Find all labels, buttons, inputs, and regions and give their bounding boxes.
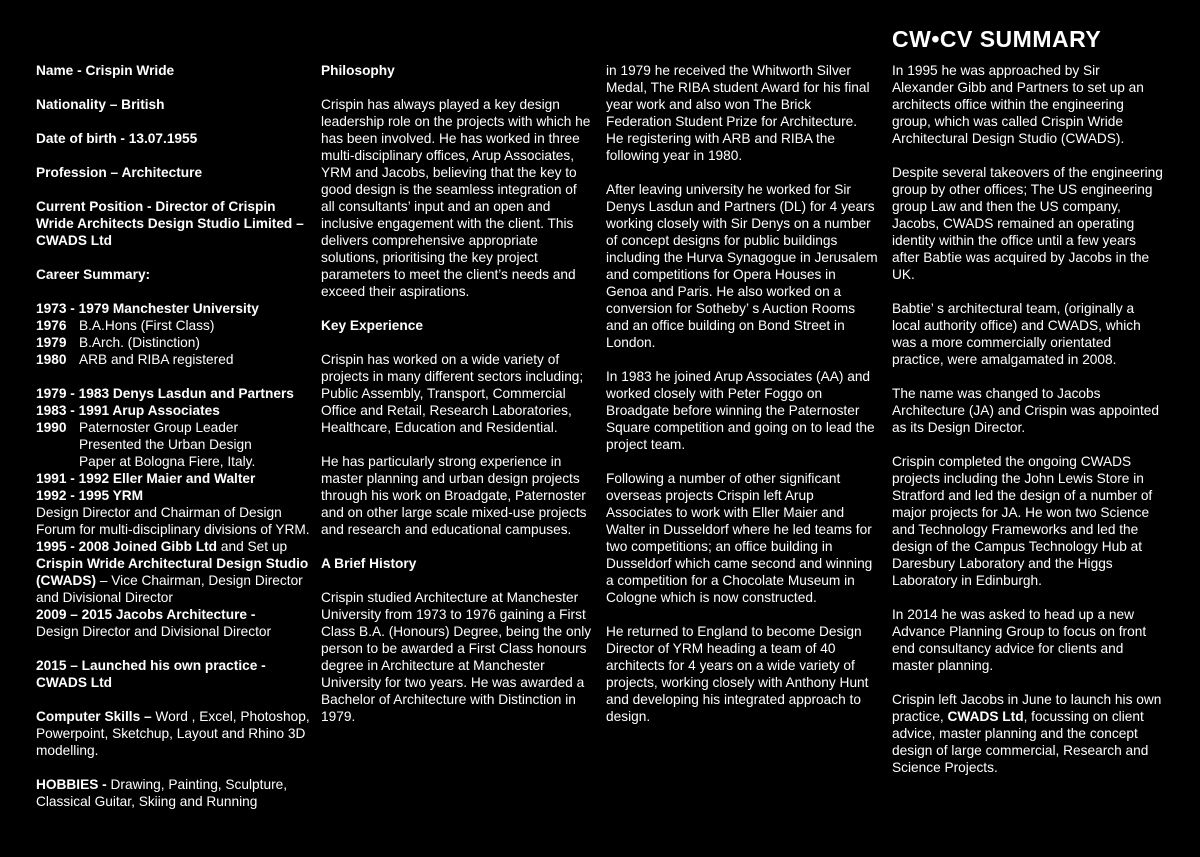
closing-text: Crispin left Jacobs in June to launch his own practice, [892, 692, 1162, 724]
career-gibb [36, 538, 312, 606]
career-arup: 1983 - 1991 Arup Associates [36, 403, 220, 418]
career-summary-heading: Career Summary: [36, 267, 151, 282]
current-position-line: Current Position - Director of Crispin Wride Architects Design Studio Limited – CWADS Ltd [36, 199, 304, 248]
education-year: 1976 [36, 318, 67, 333]
brief-history-heading: A Brief History [321, 556, 417, 571]
education-text: B.A.Hons (First Class) [79, 318, 215, 333]
history-column-1 [606, 62, 878, 742]
career-1990-year: 1990 [36, 420, 67, 435]
history-paragraph: In 1995 he was approached by Sir Alexander Gibb and Partners to set up an architects office within the engineering group, which was called Crispin Wride Architectural Design Studio (CWADS). [892, 63, 1144, 146]
hobbies [36, 776, 312, 810]
education-year: 1979 [36, 335, 67, 350]
career-cwads-role: – Vice Chairman, Design Director and Divisional Director [36, 573, 303, 605]
history-paragraph: In 2014 he was asked to head up a new Advance Planning Group to focus on front end consultancy advice for clients and master planning. [892, 607, 1147, 673]
history-paragraph: Babtie’ s architectural team, (originally a local authority office) and CWADS, which was a more commercially orientated practice, were amalgamated in 2008. [892, 301, 1141, 367]
education-item [36, 351, 312, 368]
personal-details-column [36, 62, 312, 827]
skills-label: Computer Skills – [36, 709, 152, 724]
education-item [36, 317, 312, 334]
philosophy-paragraph: Crispin has always played a key design leadership role on the projects with which he has been involved. He has worked in three multi-disciplinary offices, Arup Associates, YRM and Jacobs, believing that the key to good design is the seamless integration of all consultants’ input and an open and inclusive engagement with the client. This delivers comprehensive appropriate solutions, prioritising the key project parameters to meet the client’s needs and exceed their aspirations. [321, 97, 591, 299]
philosophy-heading: Philosophy [321, 63, 395, 78]
skills-text: Word , Excel, Photoshop, Powerpoint, Sketchup, Layout and Rhino 3D modelling. [36, 709, 310, 758]
history-paragraph: Crispin completed the ongoing CWADS projects including the John Lewis Store in Stratford and led the design of a number of major projects for JA. He won two Science and Technology Frameworks and led the design of the Campus Technology Hub at Daresbury Laboratory and the Higgs Laboratory in Edinburgh. [892, 454, 1153, 588]
career-1990 [36, 419, 312, 436]
career-jacobs-role: Design Director and Divisional Director [36, 624, 272, 639]
history-paragraph: Despite several takeovers of the engineering group by other offices; The US engineering group Law and then the US company, Jacobs, CWADS remained an operating identity within the office until a few years after Babtie was acquired by Jacobs in the UK. [892, 165, 1163, 282]
career-1990-line: Paternoster Group Leader [79, 420, 239, 435]
education-header: 1973 - 1979 Manchester University [36, 301, 259, 316]
name-line: Name - Crispin Wride [36, 63, 175, 78]
company-name: CWADS Ltd [947, 709, 1024, 724]
key-experience-paragraph: He has particularly strong experience in master planning and urban design projects through his work on Broadgate, Paternoster and on other large scale mixed-use projects and research and educational campuses. [321, 454, 587, 537]
brief-history-paragraph: Crispin studied Architecture at Manchester University from 1973 to 1976 gaining a First Class B.A. (Honours) Degree, being the only person to be awarded a First Class honours degree in Architecture at Manchester University for two years. He was awarded a Bachelor of Architecture with Distinction in 1979. [321, 590, 592, 724]
hobbies-label: HOBBIES - [36, 777, 107, 792]
page-title: CW•CV SUMMARY [892, 26, 1102, 52]
career-eller: 1991 - 1992 Eller Maier and Walter [36, 471, 256, 486]
key-experience-paragraph: Crispin has worked on a wide variety of projects in many different sectors including; Public Assembly, Transport, Commercial Office and Retail, Research Laboratories, Healthcare, Education and Residential. [321, 352, 584, 435]
dob-line: Date of birth - 13.07.1955 [36, 131, 198, 146]
education-text: B.Arch. (Distinction) [79, 335, 200, 350]
education-item [36, 334, 312, 351]
history-paragraph: in 1979 he received the Whitworth Silver Medal, The RIBA student Award for his final year work and also won The Brick Federation Student Prize for Architecture. He registering with ARB and RIBA the following year in 1980. [606, 63, 870, 163]
philosophy-column [321, 62, 593, 742]
profession-line: Profession – Architecture [36, 165, 203, 180]
career-block [36, 385, 312, 640]
launched-line: 2015 – Launched his own practice - CWADS Ltd [36, 658, 266, 690]
hobbies-text: Drawing, Painting, Sculpture, Classical Guitar, Skiing and Running [36, 777, 288, 809]
career-1990-line: Presented the Urban Design [79, 437, 252, 452]
career-gibb-title: 1995 - 2008 Joined Gibb Ltd [36, 539, 218, 554]
career-1990-line: Paper at Bologna Fiere, Italy. [79, 454, 256, 469]
education-block [36, 300, 312, 368]
history-paragraph: In 1983 he joined Arup Associates (AA) and worked closely with Peter Foggo on Broadgate before winning the Paternoster Square competition and going on to lead the project team. [606, 369, 875, 452]
history-column-2 [892, 62, 1164, 793]
history-paragraph: The name was changed to Jacobs Architecture (JA) and Crispin was appointed as its Design Director. [892, 386, 1160, 435]
history-paragraph: He returned to England to become Design Director of YRM heading a team of 40 architects for 4 years on a wide variety of projects, working closely with Anthony Hunt and developing his integrated approach to design. [606, 624, 869, 724]
career-yrm: 1992 - 1995 YRM [36, 488, 144, 503]
history-paragraph [892, 691, 1164, 776]
career-denys: 1979 - 1983 Denys Lasdun and Partners [36, 386, 294, 401]
nationality-line: Nationality – British [36, 97, 165, 112]
education-year: 1980 [36, 352, 67, 367]
career-jacobs: 2009 – 2015 Jacobs Architecture - [36, 607, 256, 622]
career-gibb-connector: and Set up [217, 539, 288, 554]
education-text: ARB and RIBA registered [79, 352, 234, 367]
career-yrm-desc: Design Director and Chairman of Design Forum for multi-disciplinary divisions of YRM. [36, 505, 310, 537]
career-cwads-title: Crispin Wride Architectural Design Studio (CWADS) [36, 556, 309, 588]
key-experience-heading: Key Experience [321, 318, 423, 333]
computer-skills [36, 708, 312, 759]
closing-text: , focussing on client advice, master planning and the concept design of large commercial, Research and Science Projects. [892, 709, 1149, 775]
history-paragraph: After leaving university he worked for Sir Denys Lasdun and Partners (DL) for 4 years working closely with Sir Denys on a number of concept designs for public buildings including the Hurva Synagogue in Jerusalem and competitions for Opera Houses in Genoa and Paris. He also worked on a conversion for Sotheby’ s Auction Rooms and an office building on Bond Street in London. [606, 182, 878, 350]
history-paragraph: Following a number of other significant overseas projects Crispin left Arup Associates to work with Eller Maier and Walter in Dusseldorf where he led teams for two competitions; an office building in Dusseldorf which came second and winning a competition for a Chocolate Museum in Cologne which is now constructed. [606, 471, 873, 605]
